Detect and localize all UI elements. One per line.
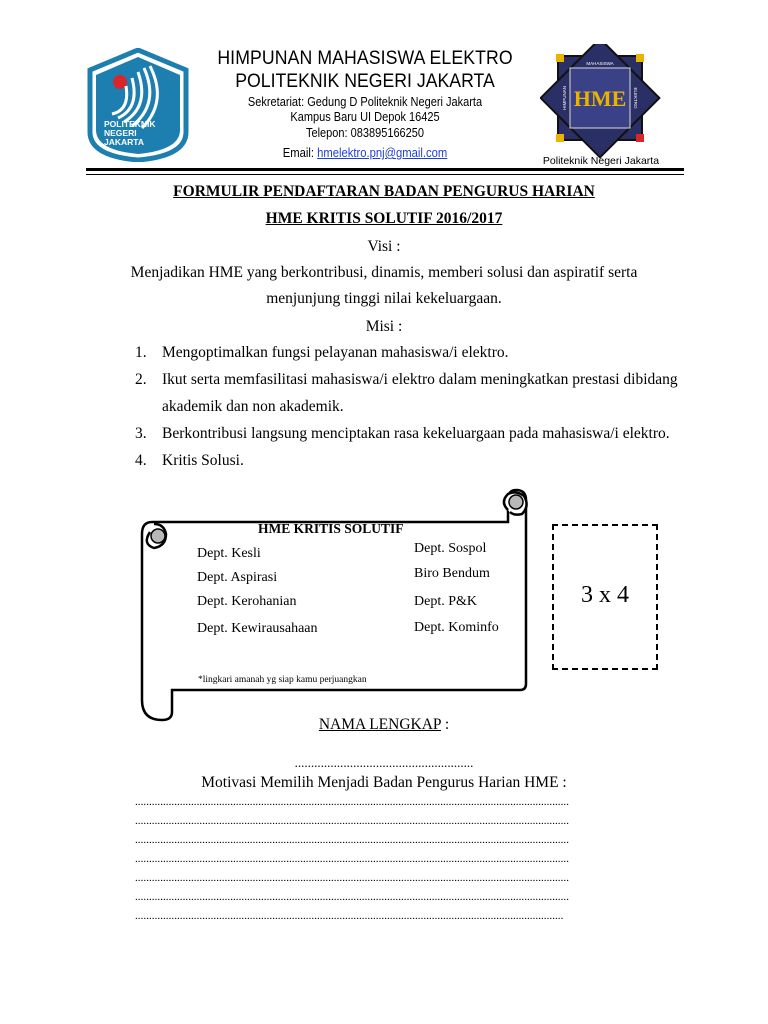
org-name-line1: HIMPUNAN MAHASISWA ELEKTRO [217, 48, 513, 69]
motivation-line[interactable]: ........................................................................................................................................................... [135, 796, 569, 808]
email-line [217, 146, 514, 160]
motivation-line[interactable]: ........................................................................................................................................................... [135, 815, 569, 827]
address-line1: Sekretariat: Gedung D Politeknik Negeri Jakarta [247, 95, 483, 109]
dept-option[interactable]: Biro Bendum [414, 566, 490, 581]
misi-item: Ikut serta memfasilitasi mahasiswa/i elektro dalam meningkatkan prestasi dibidang [162, 371, 678, 388]
header-rule-thick [86, 168, 684, 171]
dept-option[interactable]: Dept. Kerohanian [197, 594, 297, 609]
visi-line2: menjunjung tinggi nilai kekeluargaan. [266, 290, 502, 307]
org-name-line2: POLITEKNIK NEGERI JAKARTA [235, 71, 495, 92]
left-logo-text-3: JAKARTA [104, 137, 144, 147]
right-logo-text-left: HIMPUNAN [562, 85, 567, 111]
dept-option[interactable]: Dept. Kesli [197, 546, 261, 561]
visi-heading: Visi : [367, 238, 401, 255]
left-logo-text-2: NEGERI [104, 128, 137, 138]
right-logo-caption: Politeknik Negeri Jakarta [542, 155, 660, 167]
misi-heading: Misi : [365, 318, 403, 335]
misi-item: Berkontribusi langsung menciptakan rasa kekeluargaan pada mahasiswa/i elektro. [162, 425, 670, 442]
misi-number: 1. [135, 344, 147, 361]
photo-size-label: 3 x 4 [581, 582, 629, 608]
form-title-line2: HME KRITIS SOLUTIF 2016/2017 [265, 210, 503, 227]
name-field[interactable]: ....................................................... [294, 755, 474, 770]
visi-line1: Menjadikan HME yang berkontribusi, dinamis, memberi solusi dan aspiratif serta [130, 264, 638, 281]
form-title-line1: FORMULIR PENDAFTARAN BADAN PENGURUS HARIAN [173, 183, 595, 200]
dept-option[interactable]: Dept. Kominfo [414, 620, 499, 635]
misi-item-continued: akademik dan non akademik. [162, 398, 344, 415]
dept-option[interactable]: Dept. Sospol [414, 541, 487, 556]
misi-number: 4. [135, 452, 147, 469]
scroll-note: *lingkari amanah yg siap kamu perjuangkan [198, 675, 367, 685]
email-label: Email: [282, 146, 318, 160]
motivation-line[interactable]: ........................................................................................................................................................... [135, 872, 569, 884]
name-label: NAMA LENGKAP : [318, 716, 450, 733]
phone-number: Telepon: 083895166250 [305, 126, 425, 140]
misi-number: 3. [135, 425, 147, 442]
motivation-line[interactable]: ........................................................................................................................................................... [135, 891, 569, 903]
hme-logo [540, 44, 662, 170]
politeknik-negeri-jakarta-logo [82, 48, 194, 162]
dept-option[interactable]: Dept. Kewirausahaan [197, 621, 318, 636]
motivation-line[interactable]: ........................................................................................................................................................... [135, 834, 569, 846]
right-logo-text-top: MAHASISWA [586, 61, 614, 66]
misi-number: 2. [135, 371, 147, 388]
dept-option[interactable]: Dept. P&K [414, 594, 477, 609]
left-logo-text-1: POLITEKNIK [104, 119, 156, 129]
misi-item: Mengoptimalkan fungsi pelayanan mahasiswa/i elektro. [162, 344, 509, 361]
dept-option[interactable]: Dept. Aspirasi [197, 570, 278, 585]
header-rule-thin [86, 174, 684, 175]
motivation-label: Motivasi Memilih Menjadi Badan Pengurus Harian HME : [201, 774, 567, 791]
address-line2: Kampus Baru UI Depok 16425 [290, 110, 440, 124]
motivation-line[interactable]: ........................................................................................................................................................... [135, 853, 569, 865]
motivation-line[interactable]: ......................................................................................................................................................... [135, 910, 564, 922]
misi-item: Kritis Solusi. [162, 452, 244, 469]
email-link[interactable]: hmelektro.pnj@gmail.com [317, 146, 448, 160]
right-logo-monogram: HME [573, 86, 627, 111]
right-logo-text-right: ELEKTRO [633, 87, 638, 109]
scroll-title: HME KRITIS SOLUTIF [258, 521, 404, 536]
